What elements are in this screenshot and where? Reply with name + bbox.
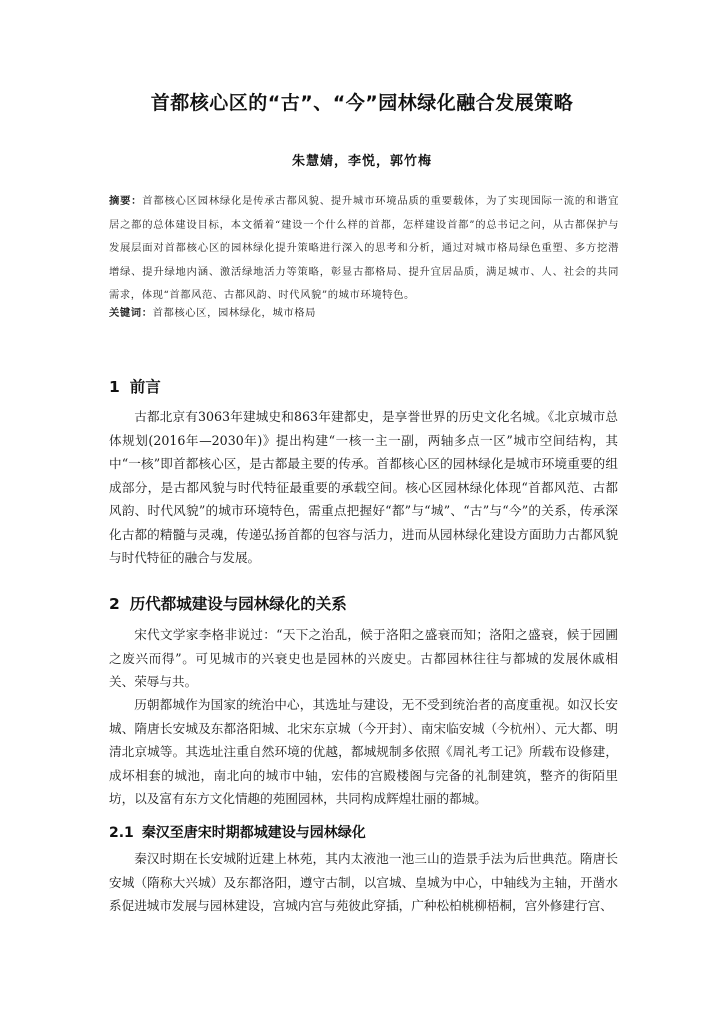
- author-list: 朱慧婧，李悦，郭竹梅: [291, 154, 432, 169]
- paper-title: 首都核心区的“古”、“今”园林绿化融合发展策略: [150, 92, 574, 114]
- section-title: 历代都城建设与园林绿化的关系: [129, 595, 347, 613]
- body-paragraph: 历朝都城作为国家的统治中心，其选址与建设，无不受到统治者的高度重视。如汉长安城、隋唐长安城及东都洛阳城、北宋东京城（今开封）、南宋临安城（今杭州）、元大都、明清北京城等。其选址注重自然环境的优越，都城规制多依照《周礼考工记》所载布设修建，成坏相套的城池，南北向的城市中轴，宏伟的宫殿楼阁与完备的礼制建筑，整齐的街陌里坊，以及富有东方文化情趣的苑囿园林，共同构成辉煌壮丽的都城。: [109, 697, 618, 806]
- section-number: 1: [109, 378, 120, 396]
- abstract-text: 首都核心区园林绿化是传承古都风貌、提升城市环境品质的重要载体，为了实现国际一流的和谐宜居之都的总体建设目标，本文循着“建设一个什么样的首都，怎样建设首都”的总书记之问，从古都保护与发展层面对首都核心区的园林绿化提升策略进行深入的思考和分析，通过对城市格局绿色重塑、多方挖潜增绿、提升绿地内涵、激活绿地活力等策略，彰显古都格局、提升宜居品质，满足城市、人、社会的共同需求，体现“首都风范、古都风韵、时代风貌”的城市环境特色。: [109, 195, 619, 302]
- section-number: 2: [109, 595, 120, 613]
- body-paragraph: 古都北京有3063年建城史和863年建都史，是享誉世界的历史文化名城。《北京城市总体规划(2016年—2030年)》提出构建“一核一主一副，两轴多点一区”城市空间结构，其中“一核”即首都核心区，是古都最主要的传承。首都核心区的园林绿化是城市环境重要的组成部分，是古都风貌与时代特征最重要的承载空间。核心区园林绿化体现“首都风范、古都风韵、时代风貌”的城市环境特色，需重点把握好“都”与“城”、“古”与“今”的关系，传承深化古都的精髓与灵魂，传递弘扬首都的包容与活力，进而从园林绿化建设方面助力古都风貌与时代特征的融合与发展。: [109, 409, 618, 565]
- subsection-title: 秦汉至唐宋时期都城建设与园林绿化: [141, 825, 366, 841]
- subsection-number: 2.1: [109, 825, 134, 841]
- keywords-label: 关键词：: [109, 307, 153, 319]
- keywords: [109, 304, 619, 319]
- abstract: [109, 190, 619, 308]
- abstract-label: 摘要：: [109, 195, 143, 207]
- body-paragraph: 秦汉时期在长安城附近建上林苑，其内太液池一池三山的造景手法为后世典范。隋唐长安城（隋称大兴城）及东都洛阳，遵守古制，以宫城、皇城为中心，中轴线为主轴，开凿水系促进城市发展与园林建设，宫城内宫与苑彼此穿插，广种松柏桃柳梧桐，宫外修建行宫、: [109, 851, 618, 913]
- keywords-text: 首都核心区，园林绿化，城市格局: [152, 307, 317, 319]
- body-paragraph: 宋代文学家李格非说过：“天下之治乱，候于洛阳之盛衰而知；洛阳之盛衰，候于园圃之废兴而得”。可见城市的兴衰史也是园林的兴废史。古都园林往往与都城的发展休戚相关、荣辱与共。: [109, 627, 618, 689]
- section-title: 前言: [129, 378, 161, 396]
- section-heading: [109, 375, 161, 397]
- section-heading: [109, 592, 347, 614]
- subsection-heading: [109, 822, 366, 842]
